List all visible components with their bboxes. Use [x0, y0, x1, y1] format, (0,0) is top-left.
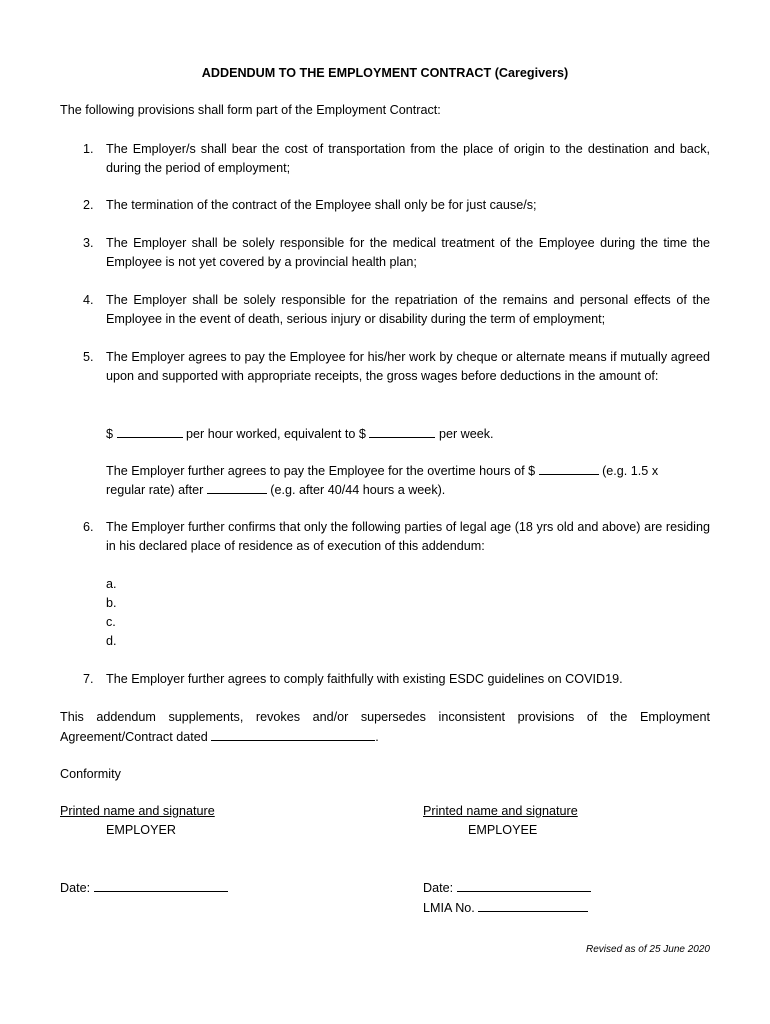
item-text: The Employer/s shall bear the cost of transportation from the place of origin to the destination and back, during the period of employment; — [106, 142, 710, 175]
item-text: The Employer further confirms that only the following parties of legal age (18 yrs old and above) are residing in his declared place of residence as of execution of this addendum: — [106, 520, 710, 553]
contract-date-label: Agreement/Contract dated — [60, 730, 208, 744]
employee-date-blank[interactable] — [457, 878, 591, 892]
item-text: The Employer further agrees to comply faithfully with existing ESDC guidelines on COVID19. — [106, 672, 623, 686]
per-week-text: per week. — [438, 427, 494, 441]
weekly-rate-blank[interactable] — [369, 424, 435, 438]
overtime-text: The Employer further agrees to pay the Employee for the overtime hours of $ — [106, 464, 536, 478]
overtime-hours-example: (e.g. after 40/44 hours a week). — [270, 483, 446, 497]
contract-date-line — [60, 727, 379, 747]
overtime-hours-blank[interactable] — [207, 480, 267, 494]
employer-date-blank[interactable] — [94, 878, 228, 892]
contract-date-blank[interactable] — [211, 727, 375, 741]
conformity-label: Conformity — [60, 767, 121, 781]
employer-date-line — [60, 878, 228, 898]
employee-signature-label: Printed name and signature — [423, 804, 578, 818]
item-number: 7. — [83, 672, 94, 686]
document-title: ADDENDUM TO THE EMPLOYMENT CONTRACT (Caregivers) — [201, 66, 569, 80]
employee-role: EMPLOYEE — [468, 823, 538, 837]
overtime-line-1 — [106, 461, 658, 481]
overtime-example-text: (e.g. 1.5 x — [602, 464, 659, 478]
employer-date-label: Date: — [60, 881, 91, 895]
sub-item-b: b. — [106, 596, 117, 610]
wage-line — [106, 424, 494, 444]
sub-item-c: c. — [106, 615, 116, 629]
lmia-blank[interactable] — [478, 898, 588, 912]
lmia-line — [423, 898, 588, 918]
employee-date-line — [423, 878, 591, 898]
item-number: 6. — [83, 520, 94, 534]
revision-footer: Revised as of 25 June 2020 — [586, 944, 710, 955]
sub-item-a: a. — [106, 577, 117, 591]
dollar-sign: $ — [106, 427, 114, 441]
item-number: 4. — [83, 293, 94, 307]
item-text: The Employer shall be solely responsible for the medical treatment of the Employee during the time the Employee is not yet covered by a provincial health plan; — [106, 236, 710, 269]
item-number: 2. — [83, 198, 94, 212]
sub-item-d: d. — [106, 634, 117, 648]
employer-role: EMPLOYER — [106, 823, 176, 837]
lmia-label: LMIA No. — [423, 901, 475, 915]
item-number: 3. — [83, 236, 94, 250]
employer-signature-label: Printed name and signature — [60, 804, 215, 818]
item-number: 1. — [83, 142, 94, 156]
overtime-rate-blank[interactable] — [539, 461, 599, 475]
item-text: The Employer shall be solely responsible for the repatriation of the remains and personal effects of the Employee in the event of death, serious injury or disability during the term of employment; — [106, 293, 710, 326]
supplement-text: This addendum supplements, revokes and/or supersedes inconsistent provisions of the Employment — [60, 710, 710, 724]
item-text: The termination of the contract of the Employee shall only be for just cause/s; — [106, 198, 537, 212]
intro-text: The following provisions shall form part of the Employment Contract: — [60, 103, 441, 117]
per-hour-text: per hour worked, equivalent to $ — [186, 427, 366, 441]
overtime-line-2 — [106, 480, 445, 500]
period: . — [375, 730, 379, 744]
hourly-rate-blank[interactable] — [117, 424, 183, 438]
item-number: 5. — [83, 350, 94, 364]
item-text: The Employer agrees to pay the Employee for his/her work by cheque or alternate means if mutually agreed upon and supported with appropriate receipts, the gross wages before deductions in the amount of: — [106, 350, 710, 383]
employee-date-label: Date: — [423, 881, 454, 895]
overtime-after-text: regular rate) after — [106, 483, 204, 497]
